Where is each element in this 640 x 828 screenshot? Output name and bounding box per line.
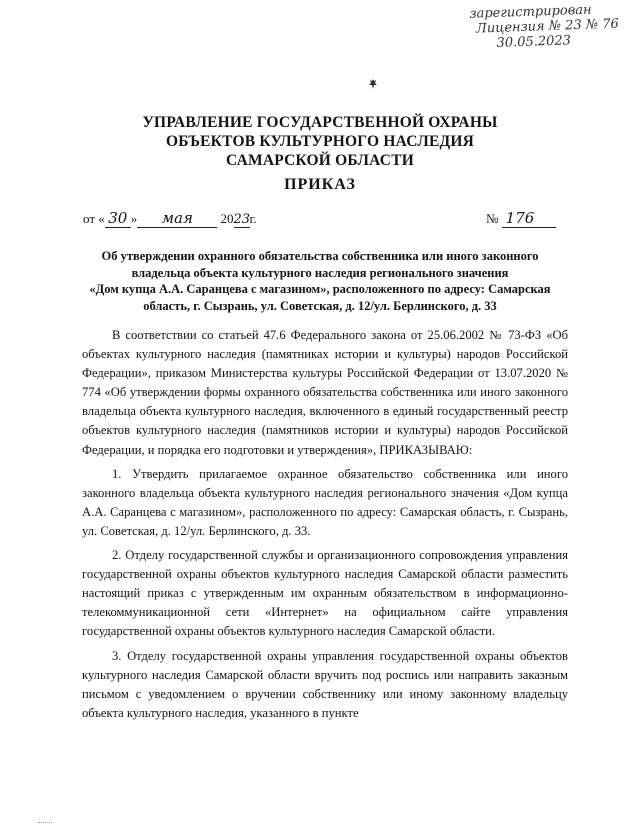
order-date bbox=[83, 209, 257, 228]
number-value: 176 bbox=[502, 209, 556, 228]
date-year: 23 bbox=[233, 212, 251, 227]
agency-line-1: УПРАВЛЕНИЕ ГОСУДАРСТВЕННОЙ ОХРАНЫ bbox=[142, 114, 498, 131]
order-body bbox=[82, 326, 568, 723]
subject-line-4: область, г. Сызрань, ул. Советская, д. 12/ул. Берлинского, д. 33 bbox=[143, 298, 497, 313]
order-number bbox=[486, 209, 556, 228]
agency-line-2: ОБЪЕКТОВ КУЛЬТУРНОГО НАСЛЕДИЯ bbox=[165, 133, 475, 150]
subject-line-2: владельца объекта культурного наследия регионального значения bbox=[131, 265, 509, 280]
agency-line-3: САМАРСКОЙ ОБЛАСТИ bbox=[225, 152, 414, 169]
date-month: мая bbox=[137, 209, 217, 228]
scan-artifact bbox=[38, 822, 52, 825]
item-1-paragraph: 1. Утвердить прилагаемое охранное обязательство собственника или иного законного владельца объекта культурного наследия регионального значения «Дом купца А.А. Саранцева с магазином», расположенного по адресу: Самарская область, г. Сызрань, ул. Советская, д. 12/ул. Берлинского, д. 33. bbox=[82, 466, 568, 538]
order-subject bbox=[80, 248, 560, 314]
date-suffix: г. bbox=[249, 211, 257, 226]
subject-line-1: Об утверждении охранного обязательства собственника или иного законного bbox=[101, 249, 539, 263]
number-label: № bbox=[486, 211, 499, 226]
registration-line-1: зарегистрирован bbox=[469, 2, 592, 22]
subject-line-3: «Дом купца А.А. Саранцева с магазином», расположенного по адресу: Самарская bbox=[89, 282, 551, 296]
emblem-icon bbox=[368, 78, 378, 90]
date-prefix: от « bbox=[83, 211, 105, 226]
registration-handwritten-note bbox=[469, 1, 630, 52]
registration-line-3: 30.05.2023 bbox=[496, 33, 572, 51]
date-day: 30 bbox=[105, 209, 131, 228]
preamble-paragraph: В соответствии со статьей 47.6 Федерального закона от 25.06.2002 № 73-ФЗ «Об объектах культурного наследия (памятниках истории и культуры) народов Российской Федерации», приказом Министерства культуры Российской Федерации от 13.07.2020 № 774 «Об утверждении формы охранного обязательства собственника или иного законного владельца объекта культурного наследия, включенного в единый государственный реестр объектов культурного наследия (памятников истории и культуры) народов Российской Федерации, и порядка его подготовки и утверждения», ПРИКАЗЫВАЮ: bbox=[82, 328, 568, 457]
item-3-paragraph: 3. Отделу государственной охраны управления государственной охраны объектов культурного наследия Самарской области вручить под роспись или направить заказным письмом с уведомлением о вручении собственнику или иному законному владельцу объекта культурного наследия, указанного в пункте bbox=[82, 648, 568, 720]
date-middle: » bbox=[130, 211, 138, 226]
date-year-prefix: 20 bbox=[220, 211, 234, 226]
item-2-paragraph: 2. Отделу государственной службы и организационного сопровождения управления государственной охраны объектов культурного наследия Самарской области разместить настоящий приказ с утвержденным им охранным обязательством в информационно-телекоммуникационной сети «Интернет» на официальном сайте управления государственной охраны объектов культурного наследия Самарской области. bbox=[82, 548, 568, 639]
agency-name bbox=[100, 113, 540, 170]
document-type: ПРИКАЗ bbox=[284, 176, 356, 193]
registration-line-2: Лицензия № 23 № 76 bbox=[475, 16, 620, 37]
